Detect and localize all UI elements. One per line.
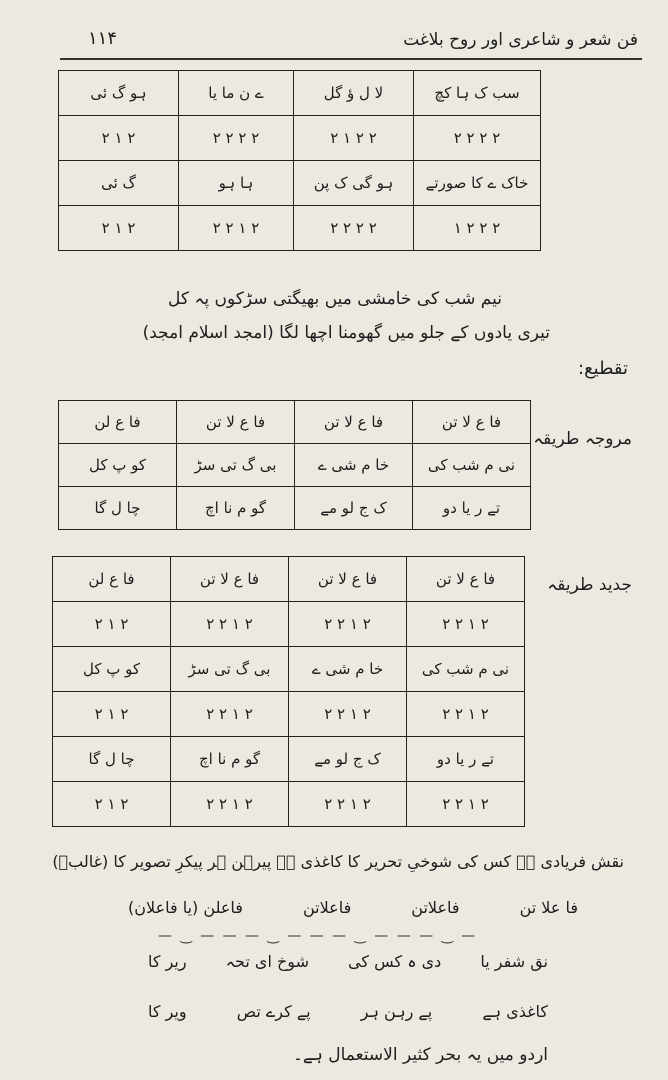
table-cell: فا ع لا تن	[171, 557, 289, 602]
table-cell: گو م نا اچ	[177, 487, 295, 530]
table-cell: ہو گ ئی	[59, 71, 179, 116]
table-row	[53, 602, 525, 647]
table-row	[59, 487, 531, 530]
table-cell: فا ع لن	[59, 401, 177, 444]
table-cell: لا ل ؤ گل	[294, 71, 414, 116]
meter-marks: — ‿ — — — ‿ — — — ‿ — — — ‿ —	[158, 928, 478, 944]
table-cell: فا ع لا تن	[177, 401, 295, 444]
poem-line-2: تیری یادوں کے جلو میں گھومنا اچھا لگا (امجد اسلام امجد)	[142, 323, 550, 343]
table-cell: ۲ ۲ ۲ ۲	[414, 116, 541, 161]
ghalib-verse: نقش فریادی ہے کس کی شوخیِ تحریر کا کاغذی ہے پیرہن ہر پیکرِ تصویر کا (غالبؔ)	[52, 852, 624, 871]
table-cell: ۲ ۱ ۲ ۲	[407, 782, 525, 827]
scansion-segment: دی ہ کس کی	[348, 952, 442, 971]
taqti-heading: تقطیع:	[578, 358, 628, 379]
running-title: فن شعر و شاعری اور روح بلاغت	[403, 30, 638, 50]
table-cell: چا ل گا	[53, 737, 171, 782]
traditional-method-table	[58, 400, 531, 530]
table-cell: کو پ کل	[53, 647, 171, 692]
header-rule	[60, 58, 642, 60]
table-cell: کو پ کل	[59, 444, 177, 487]
modern-method-label: جدید طریقہ	[547, 575, 632, 595]
table-cell: تے ر یا دو	[413, 487, 531, 530]
table-cell: سب ک ہا کچ	[414, 71, 541, 116]
table-cell: ۲ ۱ ۲ ۲	[289, 782, 407, 827]
table-cell: فا ع لا تن	[413, 401, 531, 444]
table-cell: ہا ہو	[179, 161, 294, 206]
table-cell: فا ع لا تن	[295, 401, 413, 444]
table-cell: نی م شب کی	[413, 444, 531, 487]
table-cell: ۲ ۱ ۲	[59, 206, 179, 251]
table-cell: بی گ تی سڑ	[171, 647, 289, 692]
table-row	[53, 557, 525, 602]
scansion-segment: پے رہن ہر	[360, 1002, 433, 1021]
table-cell: ۲ ۱ ۲ ۲	[407, 602, 525, 647]
table-row	[59, 444, 531, 487]
scansion-segment: شوخ ای تحہ	[225, 952, 309, 971]
table-row	[53, 782, 525, 827]
table-row	[59, 71, 541, 116]
table-cell: ۲ ۱ ۲ ۲	[171, 602, 289, 647]
table-row	[59, 161, 541, 206]
meter-foot: فاعلاتن	[411, 898, 460, 917]
table-cell: ۲ ۲ ۲ ۲	[294, 206, 414, 251]
table-cell: ۲ ۱ ۲ ۲	[171, 782, 289, 827]
traditional-method-label: مروجہ طریقہ	[533, 429, 632, 449]
poem-line-1: نیم شب کی خامشی میں بھیگتی سڑکوں پہ کل	[168, 289, 502, 309]
table-cell: ۲ ۱ ۲ ۲	[289, 602, 407, 647]
scansion-line-2	[148, 1002, 548, 1021]
table-cell: خا م شی ے	[289, 647, 407, 692]
scansion-line-1	[148, 952, 548, 971]
scansion-segment: نق شفر یا	[480, 952, 548, 971]
table-cell: خا م شی ے	[295, 444, 413, 487]
table-cell: ۲ ۲ ۲ ۲	[179, 116, 294, 161]
table-row	[53, 737, 525, 782]
page-number: ۱۱۴	[88, 28, 118, 49]
modern-method-table	[52, 556, 525, 827]
meter-foot: فاعلاتن	[302, 898, 352, 917]
meter-foot: فا علا تن	[519, 898, 578, 917]
table-cell: ۲ ۱ ۲	[53, 602, 171, 647]
table-cell: ۲ ۲ ۲ ۱	[414, 206, 541, 251]
table-row	[59, 206, 541, 251]
table-cell: ۲ ۱ ۲	[59, 116, 179, 161]
scansion-segment: پے کرے تص	[236, 1002, 311, 1021]
table-cell: ک ج لو مے	[295, 487, 413, 530]
table-row	[59, 116, 541, 161]
table-cell: ۲ ۱ ۲ ۲	[289, 692, 407, 737]
table-cell: ۲ ۱ ۲	[53, 692, 171, 737]
table-cell: چا ل گا	[59, 487, 177, 530]
meter-foot: فاعلن (یا فاعلان)	[128, 898, 243, 917]
scansion-table-1	[58, 70, 541, 251]
table-cell: ۲ ۱ ۲ ۲	[179, 206, 294, 251]
table-cell: خاک ے کا صورتے	[414, 161, 541, 206]
table-row	[53, 647, 525, 692]
table-cell: ۲ ۱ ۲ ۲	[171, 692, 289, 737]
table-row	[59, 401, 531, 444]
conclusion-note: اردو میں یہ بحر کثیر الاستعمال ہے۔	[292, 1045, 548, 1065]
scansion-segment: کاغذی ہے	[482, 1002, 548, 1021]
table-cell: ۲ ۱ ۲	[53, 782, 171, 827]
table-cell: فا ع لن	[53, 557, 171, 602]
scansion-segment: ریر کا	[148, 952, 187, 971]
table-cell: بی گ تی سڑ	[177, 444, 295, 487]
scansion-segment: ویر کا	[148, 1002, 187, 1021]
table-row	[53, 692, 525, 737]
table-cell: گ ئی	[59, 161, 179, 206]
table-cell: ک ج لو مے	[289, 737, 407, 782]
table-cell: تے ر یا دو	[407, 737, 525, 782]
table-cell: نی م شب کی	[407, 647, 525, 692]
table-cell: فا ع لا تن	[289, 557, 407, 602]
table-cell: ہو گی ک پن	[294, 161, 414, 206]
table-cell: گو م نا اچ	[171, 737, 289, 782]
table-cell: ۲ ۱ ۲ ۲	[407, 692, 525, 737]
table-cell: ے ن ما یا	[179, 71, 294, 116]
meter-feet-row	[128, 898, 578, 917]
table-cell: فا ع لا تن	[407, 557, 525, 602]
table-cell: ۲ ۲ ۱ ۲	[294, 116, 414, 161]
